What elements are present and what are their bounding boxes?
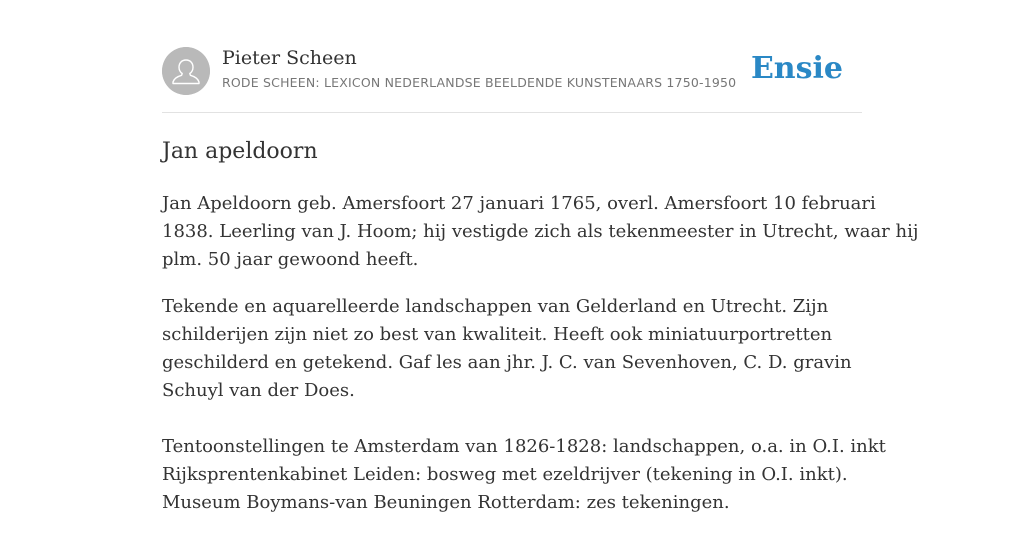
text-line: Museum Boymans-van Beuningen Rotterdam: zes tekeningen.: [162, 492, 730, 513]
text-line: geschilderd en getekend. Gaf les aan jhr. J. C. van Sevenhoven, C. D. gravin: [162, 352, 852, 373]
paragraph-gap: [162, 405, 862, 433]
text-line: Jan Apeldoorn geb. Amersfoort 27 januari 1765, overl. Amersfoort 10 februari: [162, 193, 876, 214]
page-container: [162, 0, 919, 513]
text-line: schilderijen zijn niet zo best van kwaliteit. Heeft ook miniatuurportretten: [162, 324, 833, 345]
text-line: Tekende en aquarelleerde landschappen van Gelderland en Utrecht. Zijn: [162, 296, 829, 317]
text-line: plm. 50 jaar gewoond heeft.: [162, 249, 419, 270]
text-line: Tentoonstellingen te Amsterdam van 1826-1828: landschappen, o.a. in O.I. inkt: [162, 436, 886, 457]
text-line: 1838. Leerling van J. Hoom; hij vestigde zich als tekenmeester in Utrecht, waar hij: [162, 221, 919, 242]
author-name[interactable]: Pieter Scheen: [222, 47, 357, 69]
paragraph-biography: [162, 190, 919, 274]
article-title: Jan apeldoorn: [162, 139, 318, 164]
text-line: Rijksprentenkabinet Leiden: bosweg met ezeldrijver (tekening in O.I. inkt).: [162, 464, 848, 485]
paragraph-work: [162, 293, 886, 517]
user-silhouette-icon: [162, 47, 210, 95]
author-avatar[interactable]: [162, 47, 210, 95]
text-line: Schuyl van der Does.: [162, 380, 355, 401]
ensie-logo[interactable]: Ensie: [750, 51, 843, 86]
source-title[interactable]: RODE SCHEEN: LEXICON NEDERLANDSE BEELDENDE KUNSTENAARS 1750-1950: [222, 75, 737, 90]
article-body: [162, 190, 919, 536]
header: [162, 0, 862, 113]
